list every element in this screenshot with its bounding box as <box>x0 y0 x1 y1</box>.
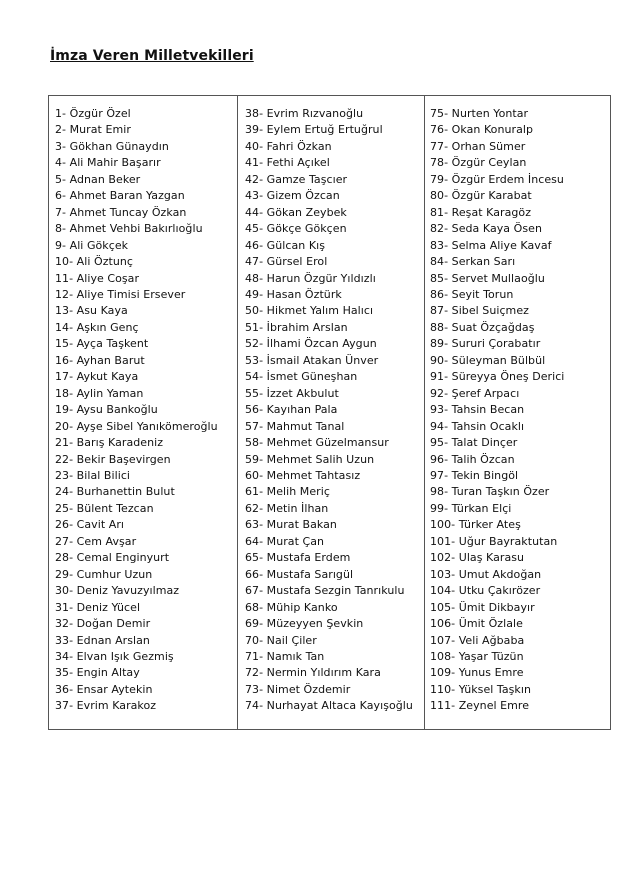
list-item: 28- Cemal Enginyurt <box>55 551 170 565</box>
list-item: 30- Deniz Yavuzyılmaz <box>55 584 180 598</box>
signatory-table <box>48 95 611 730</box>
list-item: 31- Deniz Yücel <box>55 600 141 614</box>
list-item: 59- Mehmet Salih Uzun <box>245 452 375 466</box>
list-item: 67- Mustafa Sezgin Tanrıkulu <box>245 584 405 598</box>
list-item: 35- Engin Altay <box>55 666 140 680</box>
list-item: 90- Süleyman Bülbül <box>430 353 546 367</box>
list-item: 19- Aysu Bankoğlu <box>55 403 158 417</box>
list-item: 39- Eylem Ertuğ Ertuğrul <box>245 123 383 137</box>
list-item: 2- Murat Emir <box>55 123 131 137</box>
list-item: 107- Veli Ağbaba <box>430 633 525 647</box>
list-item: 92- Şeref Arpacı <box>430 386 520 400</box>
list-item: 6- Ahmet Baran Yazgan <box>55 189 185 203</box>
list-item: 66- Mustafa Sarıgül <box>245 567 354 581</box>
list-item: 36- Ensar Aytekin <box>55 682 153 696</box>
list-item: 37- Evrim Karakoz <box>55 699 157 713</box>
list-item: 58- Mehmet Güzelmansur <box>245 436 389 450</box>
list-item: 83- Selma Aliye Kavaf <box>430 238 552 252</box>
list-item: 34- Elvan Işık Gezmiş <box>55 649 174 663</box>
list-item: 68- Mühip Kanko <box>245 600 338 614</box>
list-item: 110- Yüksel Taşkın <box>430 682 531 696</box>
list-item: 26- Cavit Arı <box>55 518 125 532</box>
list-item: 46- Gülcan Kış <box>245 238 325 252</box>
list-item: 61- Melih Meriç <box>245 485 330 499</box>
list-item: 22- Bekir Başevirgen <box>55 452 171 466</box>
list-item: 87- Sibel Suiçmez <box>430 304 529 318</box>
list-item: 77- Orhan Sümer <box>430 139 526 153</box>
list-item: 43- Gizem Özcan <box>245 189 340 203</box>
list-item: 94- Tahsin Ocaklı <box>430 419 525 433</box>
list-item: 44- Gökan Zeybek <box>245 205 347 219</box>
table-column-2 <box>237 96 424 729</box>
list-item: 75- Nurten Yontar <box>430 107 529 120</box>
list-item: 60- Mehmet Tahtasız <box>245 468 361 482</box>
list-item: 21- Barış Karadeniz <box>55 436 164 450</box>
list-item: 81- Reşat Karagöz <box>430 205 532 219</box>
list-item: 105- Ümit Dikbayır <box>430 600 535 614</box>
list-item: 73- Nimet Özdemir <box>245 682 351 696</box>
list-item: 72- Nermin Yıldırım Kara <box>245 666 381 680</box>
list-item: 16- Ayhan Barut <box>55 353 145 367</box>
list-item: 85- Servet Mullaoğlu <box>430 271 545 285</box>
list-item: 11- Aliye Coşar <box>55 271 140 285</box>
list-item: 20- Ayşe Sibel Yanıkömeroğlu <box>55 419 218 433</box>
list-item: 42- Gamze Taşcıer <box>245 172 348 186</box>
list-item: 89- Sururi Çorabatır <box>430 337 541 351</box>
list-item: 13- Asu Kaya <box>55 304 128 318</box>
list-item: 10- Ali Öztunç <box>55 255 134 269</box>
list-item: 18- Aylin Yaman <box>55 386 144 400</box>
list-item: 104- Utku Çakırözer <box>430 584 541 598</box>
list-item: 82- Seda Kaya Ösen <box>430 222 542 236</box>
list-item: 74- Nurhayat Altaca Kayışoğlu <box>245 699 413 713</box>
list-item: 15- Ayça Taşkent <box>55 337 149 351</box>
list-item: 25- Bülent Tezcan <box>55 501 154 515</box>
list-item: 62- Metin İlhan <box>245 501 329 515</box>
list-item: 56- Kayıhan Pala <box>245 403 338 417</box>
list-item: 111- Zeynel Emre <box>430 699 530 713</box>
list-item: 96- Talih Özcan <box>430 452 515 466</box>
list-item: 40- Fahri Özkan <box>245 139 332 153</box>
list-item: 95- Talat Dinçer <box>430 436 518 450</box>
list-item: 33- Ednan Arslan <box>55 633 150 647</box>
list-item: 17- Aykut Kaya <box>55 370 139 384</box>
list-item: 63- Murat Bakan <box>245 518 337 532</box>
list-item: 69- Müzeyyen Şevkin <box>245 617 364 631</box>
list-item: 103- Umut Akdoğan <box>430 567 542 581</box>
page-title: İmza Veren Milletvekilleri <box>50 48 254 64</box>
list-item: 53- İsmail Atakan Ünver <box>245 353 379 367</box>
list-item: 4- Ali Mahir Başarır <box>55 156 161 170</box>
list-item: 70- Nail Çiler <box>245 633 317 647</box>
list-item: 57- Mahmut Tanal <box>245 419 345 433</box>
list-item: 49- Hasan Öztürk <box>245 287 342 301</box>
list-item: 79- Özgür Erdem İncesu <box>430 172 564 186</box>
list-item: 108- Yaşar Tüzün <box>430 649 524 663</box>
list-item: 106- Ümit Özlale <box>430 617 523 631</box>
list-item: 102- Ulaş Karasu <box>430 551 525 565</box>
list-item: 98- Turan Taşkın Özer <box>430 485 550 499</box>
list-item: 65- Mustafa Erdem <box>245 551 351 565</box>
list-item: 100- Türker Ateş <box>430 518 521 532</box>
list-item: 12- Aliye Timisi Ersever <box>55 287 186 301</box>
list-item: 8- Ahmet Vehbi Bakırlıoğlu <box>55 222 203 236</box>
list-item: 3- Gökhan Günaydın <box>55 139 169 153</box>
list-item: 47- Gürsel Erol <box>245 255 328 269</box>
list-item: 93- Tahsin Becan <box>430 403 525 417</box>
list-item: 51- İbrahim Arslan <box>245 320 348 334</box>
list-item: 99- Türkan Elçi <box>430 501 512 515</box>
list-item: 88- Suat Özçağdaş <box>430 320 535 334</box>
list-item: 48- Harun Özgür Yıldızlı <box>245 271 376 285</box>
list-item: 38- Evrim Rızvanoğlu <box>245 107 364 120</box>
list-item: 71- Namık Tan <box>245 649 325 663</box>
list-item: 9- Ali Gökçek <box>55 238 129 252</box>
list-item: 109- Yunus Emre <box>430 666 524 680</box>
list-item: 97- Tekin Bingöl <box>430 468 519 482</box>
list-item: 86- Seyit Torun <box>430 287 514 301</box>
list-item: 23- Bilal Bilici <box>55 468 131 482</box>
list-item: 64- Murat Çan <box>245 534 325 548</box>
list-item: 41- Fethi Açıkel <box>245 156 330 170</box>
list-item: 14- Aşkın Genç <box>55 320 139 334</box>
list-item: 7- Ahmet Tuncay Özkan <box>55 205 187 219</box>
table-column-3 <box>424 96 610 729</box>
list-item: 91- Süreyya Öneş Derici <box>430 370 565 384</box>
list-item: 5- Adnan Beker <box>55 172 141 186</box>
list-item: 29- Cumhur Uzun <box>55 567 153 581</box>
list-item: 1- Özgür Özel <box>55 107 131 120</box>
list-item: 52- İlhami Özcan Aygun <box>245 337 377 351</box>
list-item: 80- Özgür Karabat <box>430 189 532 203</box>
list-item: 45- Gökçe Gökçen <box>245 222 347 236</box>
list-item: 27- Cem Avşar <box>55 534 137 548</box>
list-item: 78- Özgür Ceylan <box>430 156 527 170</box>
list-item: 32- Doğan Demir <box>55 617 151 631</box>
list-item: 24- Burhanettin Bulut <box>55 485 175 499</box>
list-item: 55- İzzet Akbulut <box>245 386 339 400</box>
list-item: 50- Hikmet Yalım Halıcı <box>245 304 374 318</box>
list-item: 54- İsmet Güneşhan <box>245 370 358 384</box>
list-item: 101- Uğur Bayraktutan <box>430 534 558 548</box>
table-column-1 <box>49 96 237 729</box>
list-item: 76- Okan Konuralp <box>430 123 533 137</box>
list-item: 84- Serkan Sarı <box>430 255 516 269</box>
